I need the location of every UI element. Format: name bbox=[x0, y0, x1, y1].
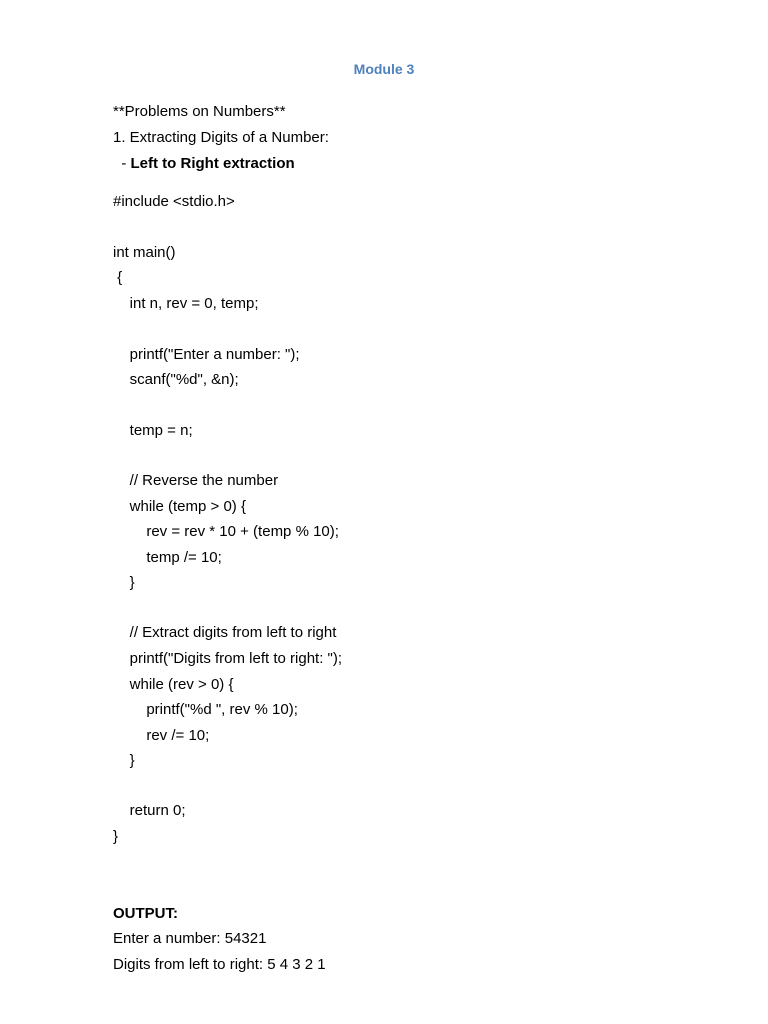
code-line: scanf("%d", &n); bbox=[113, 371, 239, 388]
code-line: return 0; bbox=[113, 802, 186, 819]
code-line: printf("Digits from left to right: "); bbox=[113, 650, 343, 667]
page-title: Module 3 bbox=[353, 61, 415, 77]
code-line: int n, rev = 0, temp; bbox=[113, 295, 259, 312]
code-line: int main() bbox=[113, 244, 176, 261]
code-line: #include <stdio.h> bbox=[113, 193, 235, 210]
code-line: } bbox=[113, 752, 135, 769]
code-comment: // Extract digits from left to right bbox=[113, 624, 337, 641]
bullet-label: Left to Right extraction bbox=[130, 155, 295, 172]
section-heading: **Problems on Numbers** bbox=[113, 103, 286, 120]
output-label: OUTPUT: bbox=[113, 905, 178, 922]
code-line: printf("%d ", rev % 10); bbox=[113, 701, 298, 718]
code-line: rev = rev * 10 + (temp % 10); bbox=[113, 523, 339, 540]
code-comment: // Reverse the number bbox=[113, 472, 279, 489]
code-line: temp /= 10; bbox=[113, 549, 222, 566]
output-line: Enter a number: 54321 bbox=[113, 930, 267, 947]
code-line: rev /= 10; bbox=[113, 727, 210, 744]
output-line: Digits from left to right: 5 4 3 2 1 bbox=[113, 956, 326, 973]
code-line: while (temp > 0) { bbox=[113, 498, 246, 515]
code-line: } bbox=[113, 574, 135, 591]
code-line: while (rev > 0) { bbox=[113, 676, 234, 693]
bullet-prefix: - bbox=[113, 155, 131, 172]
code-line: { bbox=[113, 269, 123, 286]
code-line: } bbox=[113, 828, 119, 845]
code-line: temp = n; bbox=[113, 422, 193, 439]
bullet-item bbox=[113, 154, 295, 174]
subsection-heading: 1. Extracting Digits of a Number: bbox=[113, 129, 329, 146]
code-line: printf("Enter a number: "); bbox=[113, 346, 300, 363]
